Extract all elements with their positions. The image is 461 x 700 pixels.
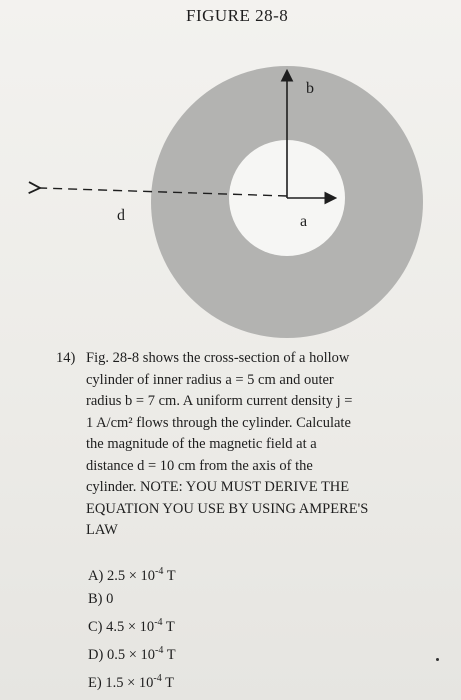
- label-d: d: [117, 207, 125, 224]
- stray-mark: [436, 658, 439, 661]
- problem-line: 1 A/cm² flows through the cylinder. Calculate: [86, 414, 351, 431]
- problem-line: radius b = 7 cm. A uniform current density j =: [86, 393, 353, 409]
- label-a: a: [300, 213, 308, 230]
- problem-line: LAW: [86, 522, 118, 538]
- answer-choice-c: C) $4.5 \times 10^{-4}$ T: [88, 617, 175, 635]
- cylinder-cross-section-figure: [0, 0, 461, 340]
- answer-choice-d: D) $0.5 \times 10^{-4}$ T: [88, 645, 176, 663]
- problem-line: Fig. 28-8 shows the cross-section of a hollow: [86, 350, 350, 366]
- problem-line: EQUATION YOU USE BY USING AMPERE'S: [86, 500, 369, 517]
- answer-choices: [88, 560, 176, 695]
- problem-line: cylinder. NOTE: YOU MUST DERIVE THE: [86, 479, 350, 495]
- answer-choice-e: E) $1.5 \times 10^{-4}$ T: [88, 673, 174, 691]
- problem-text: [56, 348, 436, 542]
- label-b: b: [306, 80, 314, 97]
- answer-choice-a: A) $2.5 \times 10^{-4}$ T: [88, 566, 176, 584]
- answer-choice-b: B) 0: [88, 591, 114, 607]
- figure-title: FIGURE 28-8: [186, 6, 289, 25]
- problem-line: the magnitude of the magnetic field at a: [86, 436, 317, 452]
- problem-number: 14): [56, 350, 76, 366]
- problem-line: distance d = 10 cm from the axis of the: [86, 457, 313, 474]
- problem-line: cylinder of inner radius a = 5 cm and outer: [86, 371, 334, 388]
